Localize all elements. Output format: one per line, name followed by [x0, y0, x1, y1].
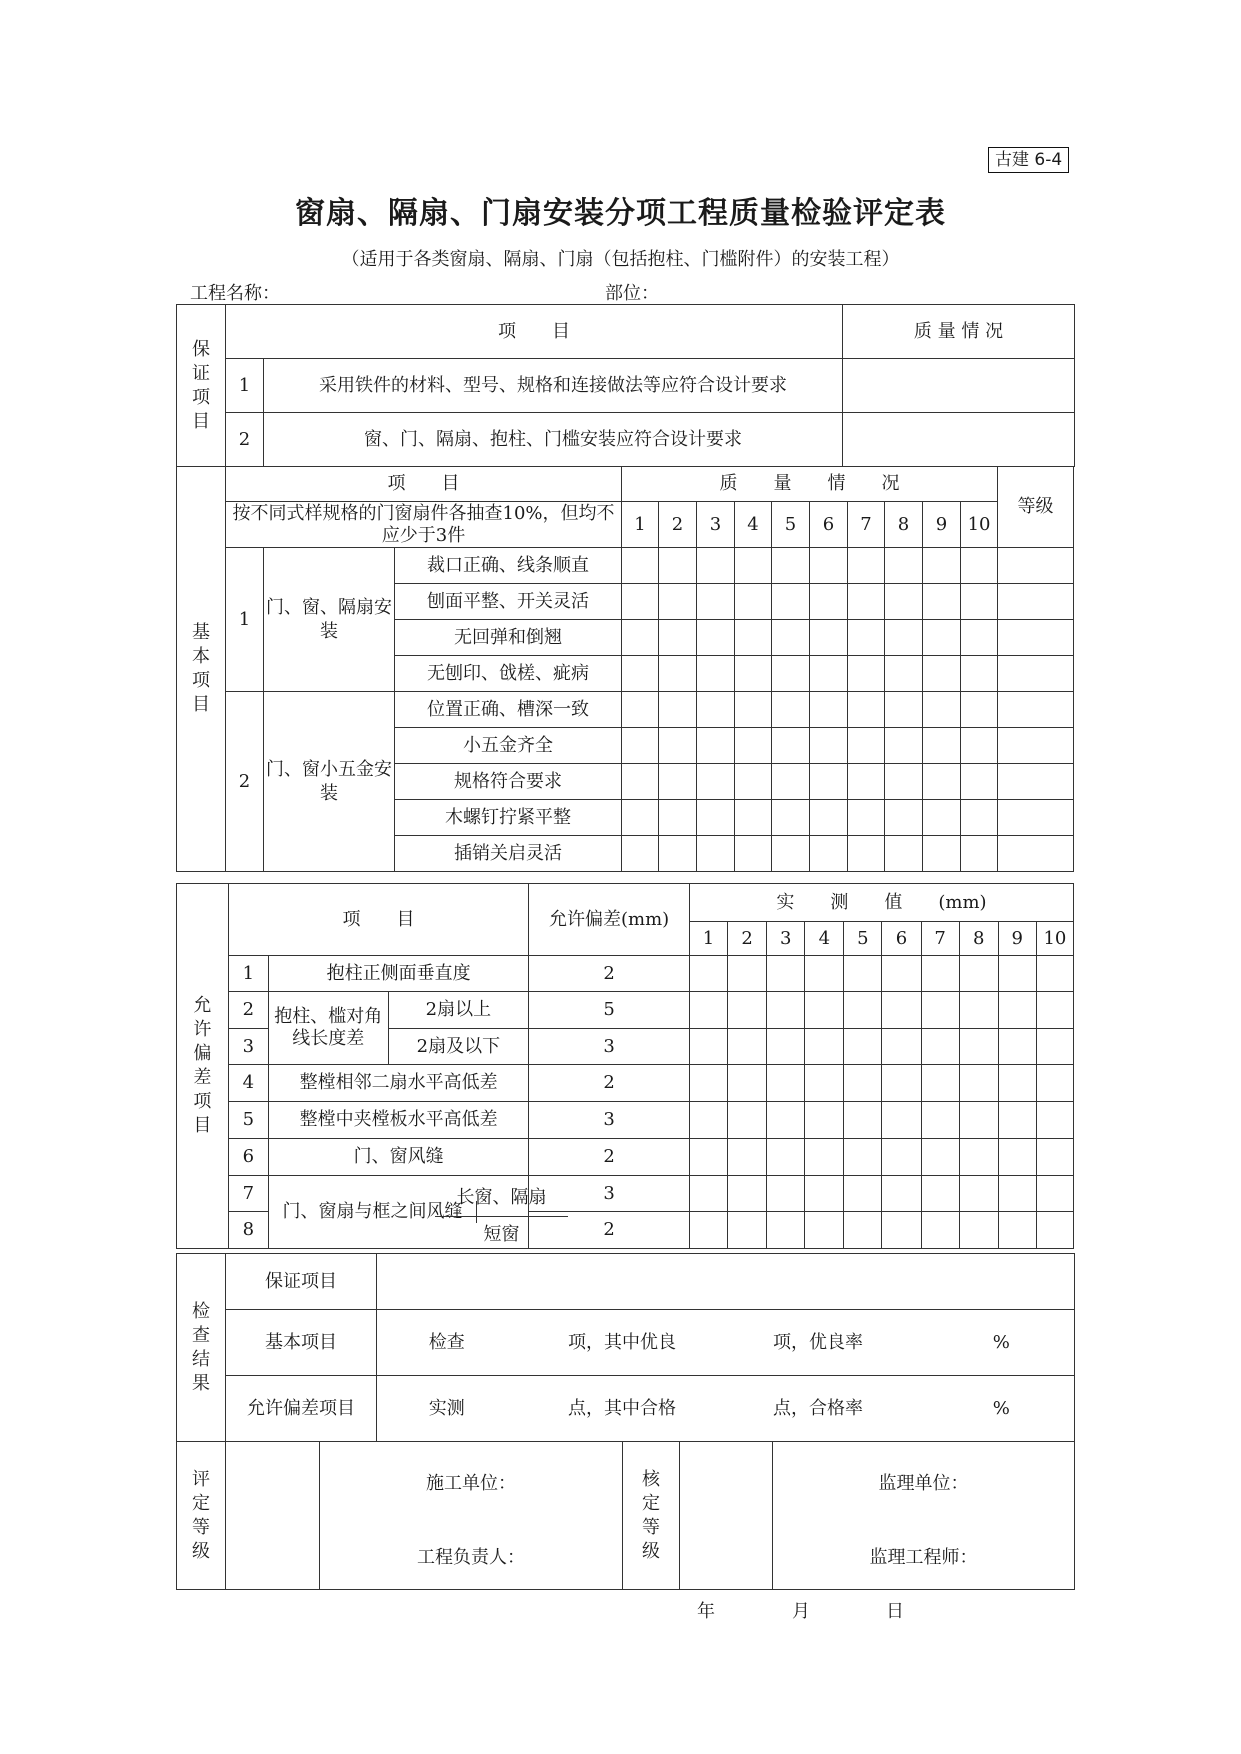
allowed-deviation: 2 [529, 1065, 690, 1102]
guarantee-table [176, 304, 1075, 467]
row-number: 7 [228, 1176, 268, 1212]
row-number: 1 [228, 956, 268, 992]
basic-section-label: 基 本 项 目 [177, 467, 226, 872]
inspection-deviation-label: 允许偏差项目 [226, 1376, 377, 1442]
column-number: 2 [728, 922, 767, 956]
allowed-deviation: 3 [529, 1102, 690, 1139]
sample-note: 按不同式样规格的门窗扇件各抽查10%，但均不应少于3件 [226, 502, 622, 548]
position-label: 部位： [605, 283, 659, 304]
column-number: 5 [844, 922, 882, 956]
row-number: 3 [228, 1029, 268, 1065]
column-number: 9 [998, 922, 1036, 956]
verify-grade-cell[interactable] [680, 1442, 773, 1590]
form-code: 古建 6-4 [988, 147, 1069, 173]
basic-header-grade: 等级 [998, 467, 1074, 548]
column-number: 9 [923, 502, 961, 548]
supervision-unit-label: 监理单位： [878, 1473, 969, 1494]
row-number: 6 [228, 1139, 268, 1176]
column-number: 10 [1036, 922, 1073, 956]
deviation-section-label: 允 许 偏 差 项 目 [177, 884, 229, 1249]
inspection-deviation-text: 点，其中合格 [517, 1376, 730, 1442]
column-number: 1 [689, 922, 727, 956]
evaluation-section-label: 评 定 等 级 [177, 1442, 226, 1590]
guarantee-item-text: 窗、门、隔扇、抱柱、门槛安装应符合设计要求 [264, 413, 843, 467]
evaluation-grade-cell[interactable] [226, 1442, 320, 1590]
basic-table [176, 466, 1074, 872]
column-number: 4 [805, 922, 844, 956]
table-row [177, 413, 1075, 467]
table-row [177, 1139, 1074, 1176]
inspection-section-label: 检 查 结 果 [177, 1254, 226, 1442]
basic-item-text: 小五金齐全 [395, 728, 622, 764]
column-number: 10 [961, 502, 998, 548]
allowed-deviation: 3 [529, 1029, 690, 1065]
date-year: 年 [697, 1601, 715, 1622]
quality-cell[interactable] [843, 413, 1075, 467]
row-number: 4 [228, 1065, 268, 1102]
inspection-table [176, 1253, 1075, 1442]
deviation-item: 门、窗风缝 [269, 1139, 529, 1176]
basic-item-text: 木螺钉拧紧平整 [395, 800, 622, 836]
basic-item-text: 无刨印、戗槎、疵病 [395, 656, 622, 692]
row-number: 5 [228, 1102, 268, 1139]
row-number: 1 [226, 359, 264, 413]
column-number: 2 [659, 502, 697, 548]
deviation-header-measured: 实 测 值 (mm) [689, 884, 1073, 922]
deviation-group: 抱柱、槛对角线长度差 [269, 992, 389, 1065]
table-row [177, 359, 1075, 413]
column-number: 8 [959, 922, 998, 956]
basic-item-text: 刨面平整、开关灵活 [395, 584, 622, 620]
allowed-deviation: 3 [529, 1176, 690, 1212]
date-day: 日 [886, 1601, 904, 1622]
column-number: 1 [622, 502, 659, 548]
column-number: 6 [882, 922, 921, 956]
column-number: 7 [921, 922, 959, 956]
column-number: 4 [735, 502, 772, 548]
basic-item-text: 无回弹和倒翘 [395, 620, 622, 656]
deviation-item: 抱柱正侧面垂直度 [269, 956, 529, 992]
allowed-deviation: 2 [529, 1139, 690, 1176]
inspection-basic-text: 检查 [377, 1310, 517, 1376]
inspection-basic-text: 项，其中优良 [517, 1310, 730, 1376]
deviation-group-label: 门、窗扇与框之间风缝 [269, 1201, 477, 1223]
project-leader-label: 工程负责人： [417, 1547, 525, 1568]
inspection-deviation-text: 点，合格率 [730, 1376, 907, 1442]
allowed-deviation: 5 [529, 992, 690, 1029]
group-number: 1 [226, 548, 264, 692]
supervision-engineer-label: 监理工程师： [869, 1547, 978, 1568]
inspection-deviation-text: 实测 [377, 1376, 517, 1442]
evaluation-table [176, 1441, 1075, 1590]
date-month: 月 [792, 1601, 810, 1622]
column-number: 3 [697, 502, 735, 548]
table-row [177, 692, 1074, 728]
deviation-item: 整樘相邻二扇水平高低差 [269, 1065, 529, 1102]
construction-unit-label: 施工单位： [426, 1473, 516, 1494]
row-number: 2 [226, 413, 264, 467]
guarantee-item-text: 采用铁件的材料、型号、规格和连接做法等应符合设计要求 [264, 359, 843, 413]
guarantee-header-item: 项 目 [226, 305, 843, 359]
basic-item-text: 插销关启灵活 [395, 836, 622, 872]
inspection-guarantee-result[interactable] [377, 1254, 1075, 1310]
column-number: 6 [810, 502, 848, 548]
construction-signature[interactable] [320, 1442, 623, 1590]
column-number: 8 [885, 502, 923, 548]
inspection-basic-text: 项，优良率 [730, 1310, 907, 1376]
basic-header-item: 项 目 [226, 467, 622, 502]
inspection-basic-text: % [907, 1310, 1075, 1376]
basic-item-text: 裁口正确、线条顺直 [395, 548, 622, 584]
allowed-deviation: 2 [529, 1212, 690, 1249]
guarantee-header-quality: 质 量 情 况 [843, 305, 1075, 359]
row-number: 8 [228, 1212, 268, 1249]
group-name: 门、窗、隔扇安装 [264, 548, 395, 692]
page-subtitle: （适用于各类窗扇、隔扇、门扇（包括抱柱、门槛附件）的安装工程） [341, 249, 900, 270]
table-row [177, 956, 1074, 992]
column-number: 7 [848, 502, 885, 548]
basic-item-text: 位置正确、槽深一致 [395, 692, 622, 728]
deviation-sub-item: 2扇以上 [388, 992, 529, 1029]
inspection-guarantee-label: 保证项目 [226, 1254, 377, 1310]
guarantee-section-label: 保 证 项 目 [177, 305, 226, 467]
column-number: 5 [772, 502, 810, 548]
deviation-header-allow: 允许偏差(mm) [529, 884, 690, 956]
table-row [177, 1065, 1074, 1102]
deviation-sub-item: 2扇及以下 [388, 1029, 529, 1065]
inspection-deviation-text: % [907, 1376, 1075, 1442]
supervision-signature[interactable] [773, 1442, 1075, 1590]
basic-item-text: 规格符合要求 [395, 764, 622, 800]
project-name-label: 工程名称： [190, 283, 280, 304]
deviation-table [176, 883, 1074, 1249]
deviation-item: 整樘中夹樘板水平高低差 [269, 1102, 529, 1139]
page-title: 窗扇、隔扇、门扇安装分项工程质量检验评定表 [295, 196, 946, 231]
group-name: 门、窗小五金安装 [264, 692, 395, 872]
table-row [177, 1102, 1074, 1139]
allowed-deviation: 2 [529, 956, 690, 992]
row-number: 2 [228, 992, 268, 1029]
table-row [177, 1176, 1074, 1212]
quality-cell[interactable] [843, 359, 1075, 413]
table-row [177, 548, 1074, 584]
verify-grade-label: 核 定 等 级 [623, 1442, 680, 1590]
column-number: 3 [767, 922, 805, 956]
group-number: 2 [226, 692, 264, 872]
table-row [177, 992, 1074, 1029]
deviation-header-item: 项 目 [228, 884, 528, 956]
basic-header-quality: 质 量 情 况 [622, 467, 998, 502]
deviation-sub-item: 短窗 [483, 1224, 520, 1245]
inspection-basic-label: 基本项目 [226, 1310, 377, 1376]
deviation-sub-item: 长窗、隔扇 [435, 1180, 568, 1217]
